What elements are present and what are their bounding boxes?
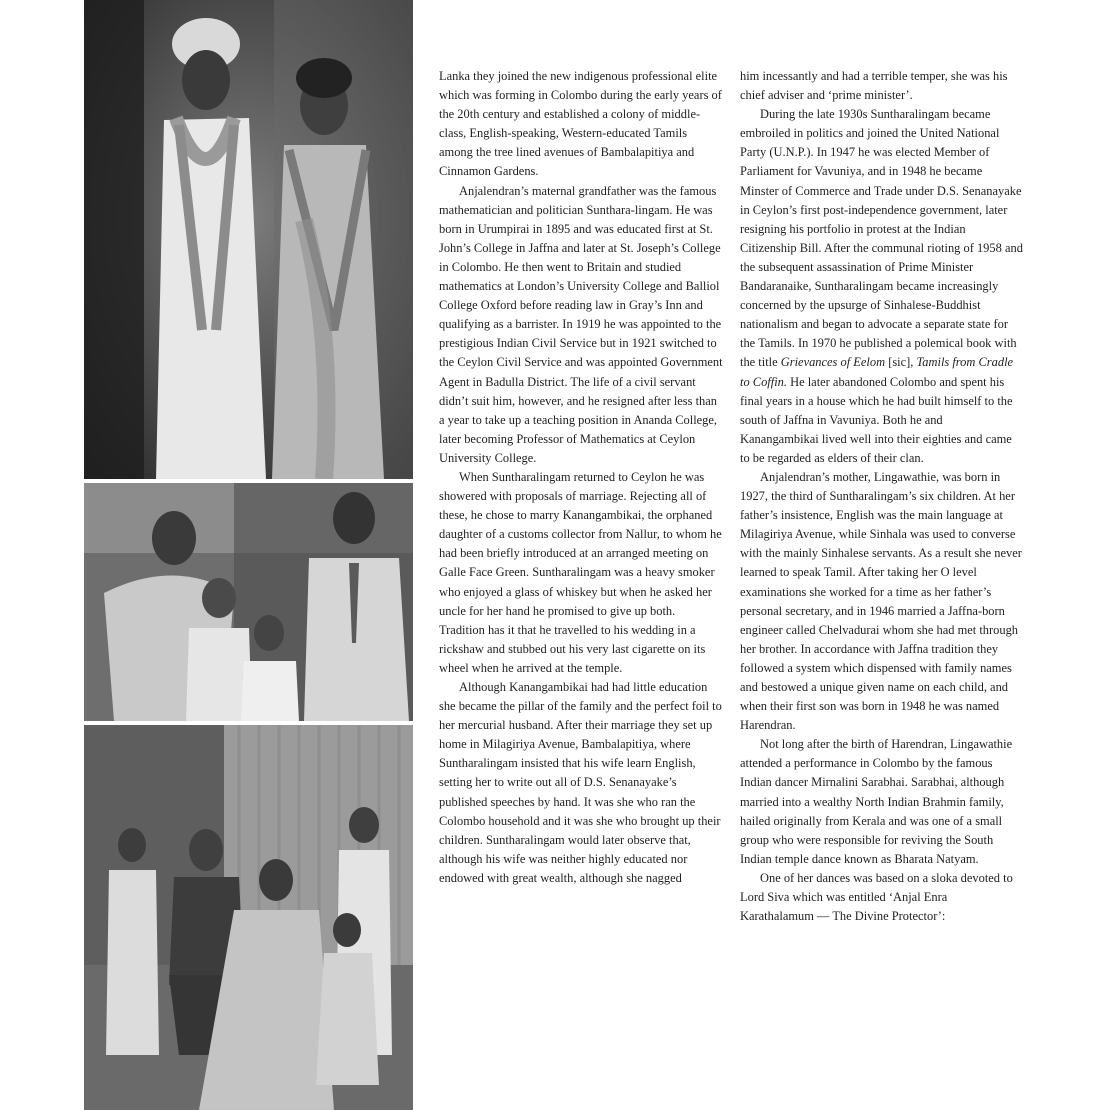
article-text-column-right bbox=[740, 67, 1024, 926]
body-paragraph: Although Kanangambikai had had little education she became the pillar of the family and the perfect foil to her mercurial husband. After their marriage they set up home in Milagiriya Avenue, Bambalapitiya, where Suntharalingam insisted that his wife learn English, setting her to write out all of D.S. Senanayake’s published speeches by hand. It was she who ran the Colombo household and it was she who brought up their children. Suntharalingam would later observe that, although his wife was neither highly educated nor endowed with great wealth, although she nagged bbox=[439, 680, 722, 885]
article-text-column-left bbox=[439, 67, 723, 888]
body-paragraph: Anjalendran’s maternal grandfather was the famous mathematician and politician Sunthara-lingam. He was born in Urumpirai in 1895 and was educated first at St. John’s College in Jaffna and later at St. Joseph’s College in Colombo. He then went to Britain and studied mathematics at London’s University College and Balliol College Oxford before reading law in Gray’s Inn and qualifying as a barrister. In 1919 he was appointed to the prestigious Indian Civil Service but in 1921 switched to the Ceylon Civil Service and was appointed Government Agent in Badulla District. The life of a civil servant didn’t suit him, however, and he resigned after less than a year to take up a teaching position in Ananda College, later becoming Professor of Mathematics at Ceylon University College. bbox=[439, 183, 723, 465]
body-paragraph: One of her dances was based on a sloka devoted to Lord Siva which was entitled ‘Anjal Enra Karathalamum — The Divine Protector’: bbox=[740, 870, 1013, 924]
paragraph-text: [sic], bbox=[885, 355, 917, 370]
body-paragraph: Not long after the birth of Harendran, Lingawathie attended a performance in Colombo by the famous Indian dancer Mirnalini Sarabhai. Sarabhai, although married into a wealthy North Indian Brahmin family, hailed originally from Kerala and was one of a small group who were responsible for reviving the South Indian temple dance known as Bharata Natyam. bbox=[740, 737, 1013, 866]
body-paragraph: him incessantly and had a terrible temper, she was his chief adviser and ‘prime minister’. bbox=[740, 69, 1008, 103]
paragraph-text: During the late 1930s Suntharalingam became embroiled in politics and joined the United National Party (U.N.P.). In 1947 he was elected Member of Parliament for Vavuniya, and in 1948 he became Minster of Commerce and Trade under D.S. Senanayake in Ceylon’s first post-independence government, later resigning his portfolio in protest at the Indian Citizenship Bill. After the communal rioting of 1958 and the subsequent assassination of Prime Minister Bandaranaike, Suntharalingam became increasingly concerned by the upsurge of Sinhalese-Buddhist nationalism and began to advocate a separate state for the Tamils. In 1970 he published a polemical book with the title bbox=[740, 107, 1023, 370]
book-title: Grievances of Eelom bbox=[780, 355, 886, 370]
wedding-portrait-photo bbox=[84, 0, 413, 479]
body-paragraph: Lanka they joined the new indigenous professional elite which was forming in Colombo during the early years of the 20th century and established a colony of middle-class, English-speaking, Western-educated Tamils among the tree lined avenues of Bambalapitiya and Cinnamon Gardens. bbox=[439, 69, 722, 179]
body-paragraph bbox=[740, 105, 1024, 468]
body-paragraph: Anjalendran’s mother, Lingawathie, was born in 1927, the third of Suntharalingam’s six children. At her father’s insistence, English was the main language at Milagiriya Avenue, while Sinhala was used to converse with the mainly Sinhalese servants. As a result she never learned to speak Tamil. After taking her O level examinations she worked for a time as her father’s personal secretary, and in 1946 married a Jaffna-born engineer called Chelvadurai whom she had met through her brother. In accordance with Jaffna tradition they followed a system which dispensed with family names and bestowed a unique given name on each child, and when their first son was born in 1948 he was named Harendran. bbox=[740, 469, 1022, 733]
body-paragraph: When Suntharalingam returned to Ceylon he was showered with proposals of marriage. Rejecting all of these, he chose to marry Kanangambikai, the orphaned daughter of a customs collector from Nallur, to whom he had been briefly introduced at an arranged meeting on Galle Face Green. Suntharalingam was a heavy smoker who enjoyed a glass of whiskey but when he asked her uncle for her hand he promised to give up both. Tradition has it that he travelled to his wedding in a rickshaw and stubbed out his very last cigarette on its wheel when he arrived at the temple. bbox=[439, 469, 722, 675]
paragraph-text: He later abandoned Colombo and spent his final years in a house which he had built himself to the south of Jaffna in Vavuniya. Both he and Kanangambikai lived well into their eighties and came to be regarded as elders of their clan. bbox=[740, 374, 1013, 465]
book-title: Tamils from Cradle to Coffin. bbox=[740, 355, 1014, 389]
family-portrait-outdoors-photo bbox=[84, 483, 413, 721]
family-portrait-studio-photo bbox=[84, 725, 413, 1110]
